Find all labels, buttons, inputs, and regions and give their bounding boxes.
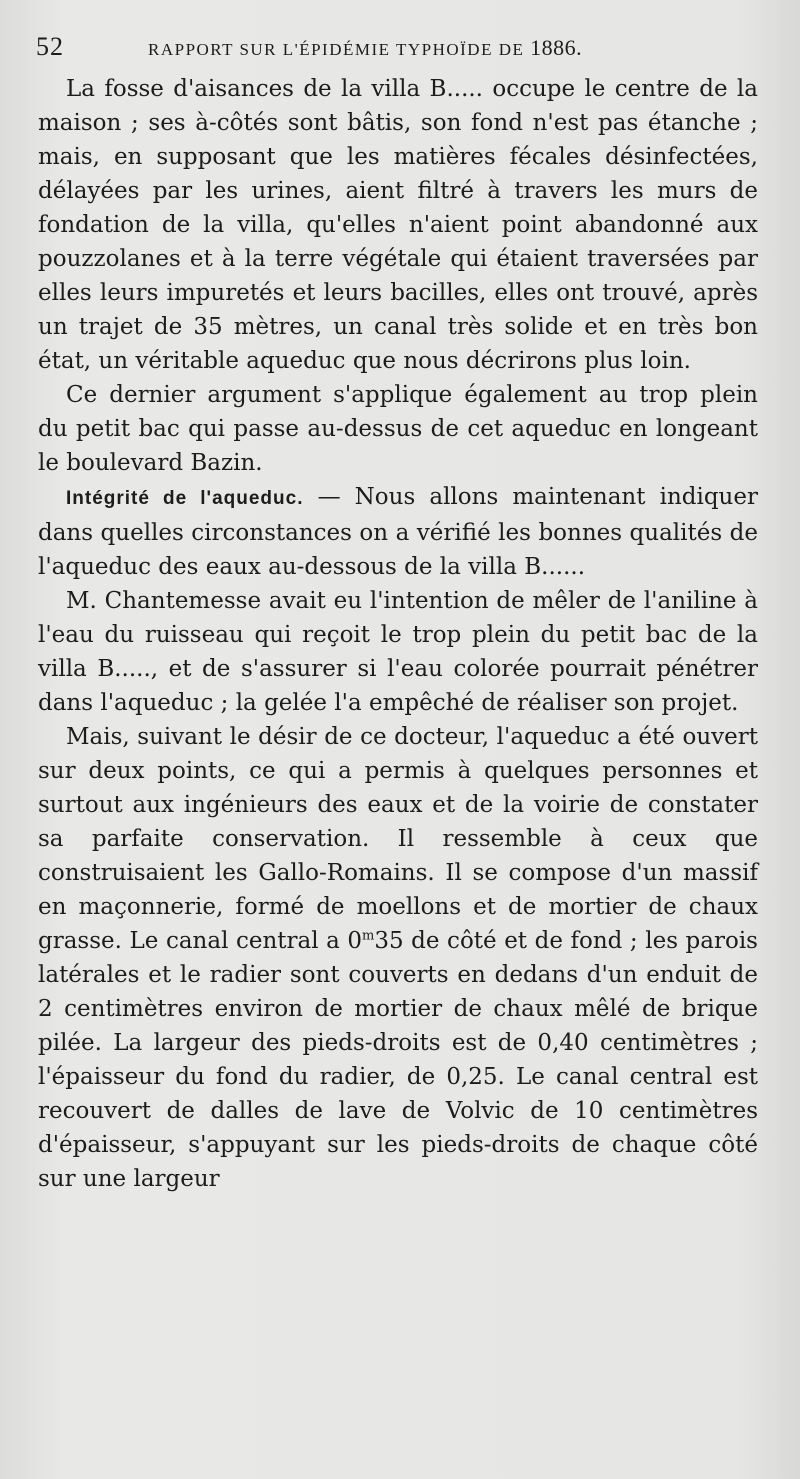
running-title bbox=[148, 35, 582, 61]
running-title-year: 1886. bbox=[530, 35, 583, 60]
paragraph-5 bbox=[38, 720, 758, 1196]
section-heading: Intégrité de l'aqueduc. bbox=[66, 488, 304, 509]
paragraph-5-part-b: 35 de côté et de fond ; les parois latérales et le radier sont couverts en dedans d'un enduit de 2 centimètres environ de mortier de chaux mêlé de brique pilée. La largeur des pieds-droits est de 0,40 centimètres ; l'épaisseur du fond du radier, de 0,25. Le canal central est recouvert de dalles de lave de Volvic de 10 centimètres d'épaisseur, s'appuyant sur les pieds-droits de chaque côté sur une largeur bbox=[38, 928, 758, 1192]
paragraph-4: M. Chantemesse avait eu l'intention de mêler de l'aniline à l'eau du ruisseau qui reçoit le trop plein du petit bac de la villa B....., et de s'assurer si l'eau colorée pourrait pénétrer dans l'aqueduc ; la gelée l'a empêché de réaliser son projet. bbox=[38, 588, 758, 716]
page-number: 52 bbox=[36, 32, 64, 61]
paragraph-3 bbox=[38, 480, 758, 584]
body-text bbox=[38, 72, 758, 1196]
running-title-text: RAPPORT SUR L'ÉPIDÉMIE TYPHOÏDE DE bbox=[148, 40, 525, 59]
paragraph-2: Ce dernier argument s'applique également au trop plein du petit bac qui passe au-dessus de cet aqueduc en longeant le boulevard Bazin. bbox=[38, 382, 758, 476]
page-header bbox=[36, 30, 766, 70]
superscript-unit: m bbox=[362, 928, 375, 944]
paragraph-1: La fosse d'aisances de la villa B..... occupe le centre de la maison ; ses à-côtés sont bâtis, son fond n'est pas étanche ; mais, en supposant que les matières fécales désinfectées, délayées par les urines, aient filtré à travers les murs de fondation de la villa, qu'elles n'aient point abandonné aux pouzzolanes et à la terre végétale qui étaient traversées par elles leurs impuretés et leurs bacilles, elles ont trouvé, après un trajet de 35 mètres, un canal très solide et en très bon état, un véritable aqueduc que nous décrirons plus loin. bbox=[38, 76, 758, 374]
paragraph-5-part-a: Mais, suivant le désir de ce docteur, l'aqueduc a été ouvert sur deux points, ce qui a permis à quelques personnes et surtout aux ingénieurs des eaux et de la voirie de constater sa parfaite conservation. Il ressemble à ceux que construisaient les Gallo-Romains. Il se compose d'un massif en maçonnerie, formé de moellons et de mortier de chaux grasse. Le canal central a 0 bbox=[38, 724, 758, 954]
paragraph-3-text: — Nous allons maintenant indiquer dans quelles circonstances on a vérifié les bonnes qualités de l'aqueduc des eaux au-dessous de la villa B...... bbox=[38, 484, 758, 580]
